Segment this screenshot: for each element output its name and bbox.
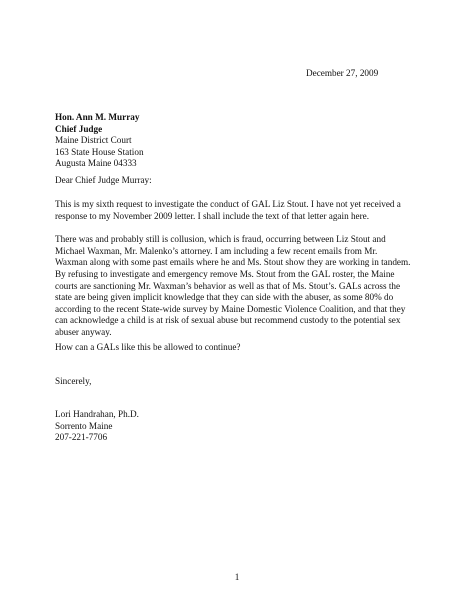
recipient-street: 163 State House Station: [55, 146, 144, 157]
paragraph-1: [55, 199, 437, 222]
paragraph-4: [55, 342, 437, 354]
recipient-address-block: [55, 112, 435, 170]
paragraph-text: By refusing to investigate and emergency remove Ms. Stout from the GAL roster, the Maine courts are sanctioning Mr. Waxman’s behavior as well as that of Ms. Stout’s. GALs across the state are being given implicit knowledge that they can side with the abuser, as some 80% do according to the recent State-wide survey by Maine Domestic Violence Coalition, and that they can acknowledge a child is at risk of sexual abuse but recommend custody to the potential sex abuser anyway.: [55, 269, 406, 337]
recipient-court: Maine District Court: [55, 135, 132, 146]
page-number: 1: [234, 572, 240, 582]
paragraph-text: There was and probably still is collusion, which is fraud, occurring between Liz Stout and Michael Waxman, Mr. Malenko’s attorney. I am including a few recent emails from Mr. Waxman along with some past emails where he and Ms. Stout show they are working in tandem.: [55, 234, 411, 268]
closing-text: Sincerely,: [55, 376, 92, 386]
paragraph-2: [55, 234, 437, 269]
signature-location: Sorrento Maine: [55, 420, 113, 431]
signature-phone: 207-221-7706: [55, 432, 108, 443]
recipient-city: Augusta Maine 04333: [55, 158, 137, 169]
paragraph-text: How can a GALs like this be allowed to continue?: [55, 342, 241, 352]
recipient-title: Chief Judge: [55, 123, 103, 134]
signature-block: [55, 409, 437, 444]
closing: [55, 376, 437, 388]
paragraph-text: This is my sixth request to investigate the conduct of GAL Liz Stout. I have not yet received a response to my November 2009 letter. I shall include the text of that letter again here.: [55, 199, 401, 221]
letter-date: December 27, 2009: [306, 68, 379, 78]
recipient-name: Hon. Ann M. Murray: [55, 112, 140, 122]
salutation: [55, 175, 437, 187]
salutation-text: Dear Chief Judge Murray:: [55, 175, 152, 185]
paragraph-3: [55, 269, 437, 339]
signature-name: Lori Handrahan, Ph.D.: [55, 409, 139, 419]
